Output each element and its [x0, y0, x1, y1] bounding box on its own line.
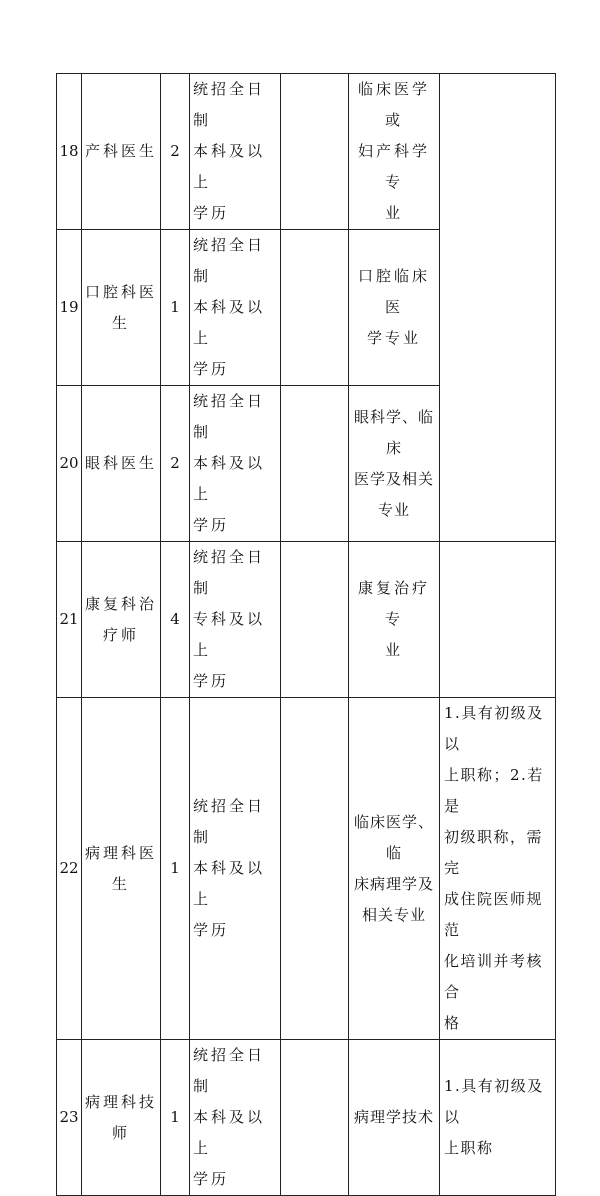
table-row	[57, 698, 556, 1040]
count-cell: 1	[161, 1040, 190, 1196]
major-cell	[349, 698, 440, 1040]
count-cell: 1	[161, 230, 190, 386]
education-cell	[190, 230, 281, 386]
position-cell	[82, 74, 161, 230]
education-line: 学历	[193, 672, 230, 690]
education-cell	[190, 74, 281, 230]
row-number: 22	[57, 698, 82, 1040]
position-line: 生	[111, 313, 130, 332]
major-cell	[349, 542, 440, 698]
major-line: 专业	[377, 500, 410, 519]
requirement-cell	[440, 542, 556, 698]
major-line: 床病理学及	[353, 874, 434, 893]
requirement-line: 上职称	[444, 1139, 494, 1157]
position-cell	[82, 1040, 161, 1196]
education-cell	[190, 1040, 281, 1196]
position-line: 病理科技	[85, 1092, 158, 1111]
age-cell	[281, 542, 349, 698]
age-cell	[281, 74, 349, 230]
education-line: 统招全日制	[193, 797, 266, 846]
requirement-line: 格	[444, 1014, 461, 1032]
position-cell	[82, 698, 161, 1040]
count-cell: 4	[161, 542, 190, 698]
position-line: 生	[111, 874, 130, 893]
table-row	[57, 542, 556, 698]
requirement-cell	[440, 698, 556, 1040]
position-line: 康复科治	[85, 594, 158, 613]
major-line: 康复治疗专	[357, 579, 430, 628]
position-cell	[82, 230, 161, 386]
education-line: 学历	[193, 360, 230, 378]
education-line: 本科及以上	[193, 142, 266, 191]
major-line: 病理学技术	[353, 1108, 434, 1126]
age-cell	[281, 1040, 349, 1196]
education-line: 学历	[193, 921, 230, 939]
requirement-line: 成住院医师规范	[444, 890, 544, 939]
requirement-line: 化培训并考核合	[444, 952, 544, 1001]
major-line: 眼科学、临床	[353, 407, 434, 457]
major-cell	[349, 230, 440, 386]
major-line: 临床医学、临	[353, 812, 434, 862]
education-line: 本科及以上	[193, 298, 266, 347]
position-line: 产科医生	[85, 142, 158, 160]
major-cell	[349, 1040, 440, 1196]
education-line: 统招全日制	[193, 392, 266, 441]
major-line: 业	[384, 204, 403, 222]
major-line: 妇产科学专	[357, 142, 430, 191]
education-line: 专科及以上	[193, 610, 266, 659]
major-line: 业	[384, 641, 403, 659]
row-number: 20	[57, 386, 82, 542]
position-line: 眼科医生	[85, 454, 158, 472]
table-row	[57, 1040, 556, 1196]
position-line: 病理科医	[85, 843, 158, 862]
requirement-line: 1.具有初级及以	[444, 704, 544, 753]
education-line: 学历	[193, 1170, 230, 1188]
education-line: 学历	[193, 204, 230, 222]
education-line: 统招全日制	[193, 1046, 266, 1095]
position-cell	[82, 542, 161, 698]
major-line: 医学及相关	[353, 469, 434, 488]
requirement-cell	[440, 74, 556, 542]
education-cell	[190, 542, 281, 698]
education-line: 学历	[193, 516, 230, 534]
position-line: 口腔科医	[85, 282, 158, 301]
position-line: 疗师	[102, 625, 139, 644]
age-cell	[281, 386, 349, 542]
row-number: 23	[57, 1040, 82, 1196]
position-line: 师	[111, 1123, 130, 1142]
education-line: 统招全日制	[193, 80, 266, 129]
row-number: 19	[57, 230, 82, 386]
education-cell	[190, 386, 281, 542]
major-line: 学专业	[366, 329, 421, 347]
major-line: 口腔临床医	[357, 267, 430, 316]
position-cell	[82, 386, 161, 542]
row-number: 18	[57, 74, 82, 230]
age-cell	[281, 230, 349, 386]
education-line: 本科及以上	[193, 454, 266, 503]
education-line: 本科及以上	[193, 1108, 266, 1157]
major-cell	[349, 386, 440, 542]
education-line: 统招全日制	[193, 548, 266, 597]
major-line: 临床医学或	[357, 80, 430, 129]
requirement-line: 1.具有初级及以	[444, 1077, 544, 1126]
requirement-cell	[440, 1040, 556, 1196]
count-cell: 2	[161, 386, 190, 542]
table-row	[57, 74, 556, 230]
age-cell	[281, 698, 349, 1040]
major-line: 相关专业	[361, 905, 426, 924]
major-cell	[349, 74, 440, 230]
count-cell: 2	[161, 74, 190, 230]
education-cell	[190, 698, 281, 1040]
row-number: 21	[57, 542, 82, 698]
education-line: 统招全日制	[193, 236, 266, 285]
education-line: 本科及以上	[193, 859, 266, 908]
requirement-line: 上职称；2.若是	[444, 766, 544, 815]
recruitment-table	[56, 73, 556, 1196]
count-cell: 1	[161, 698, 190, 1040]
requirement-line: 初级职称，需完	[444, 828, 544, 877]
